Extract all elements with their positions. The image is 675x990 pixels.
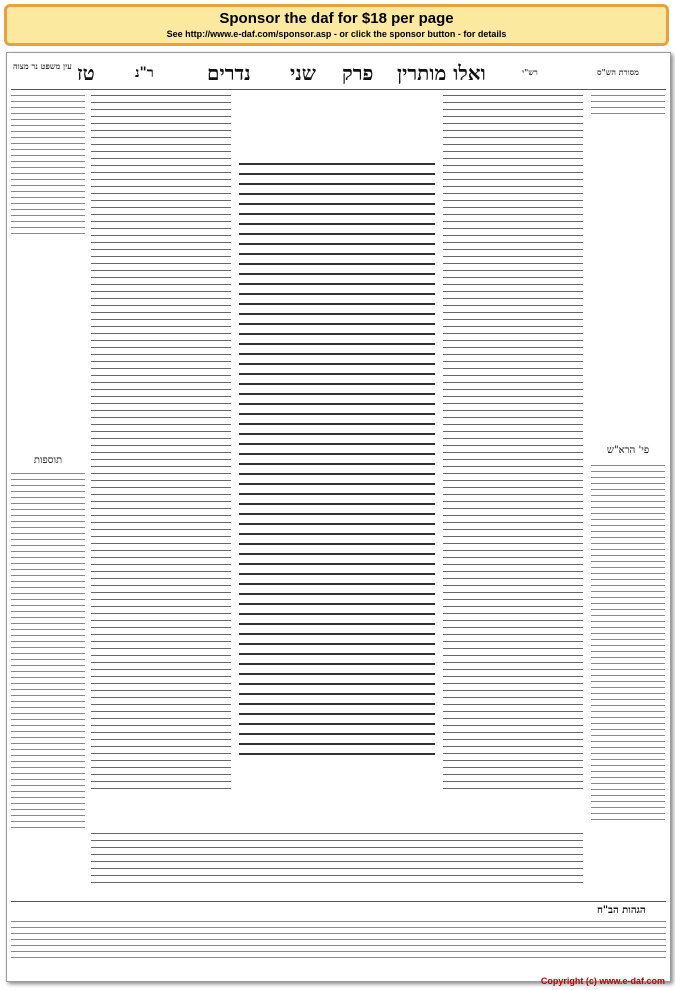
hagahot-habach-text [11,921,666,971]
lower-commentary [91,833,583,893]
ein-mishpat-header: עין משפט נר מצוה [13,61,72,71]
rashi-label: רש"י [522,67,538,77]
sponsor-subtitle: See http://www.e-daf.com/sponsor.asp - or click the sponsor button - for details [166,29,507,39]
perek-name: ואלו מותרין [397,61,486,85]
perek-word: פרק [342,61,374,85]
tosafot-commentary [91,95,231,825]
copyright-link[interactable]: Copyright (c) www.e-daf.com [540,976,665,986]
rashi-commentary [443,95,583,825]
page-number: טז [77,61,95,85]
tosafot-heading: תוספות [33,455,63,466]
piskei-harosh-column [591,465,665,835]
sponsor-banner[interactable] [4,4,669,46]
masechet-name: נדרים [207,61,251,85]
sponsor-title[interactable]: Sponsor the daf for $18 per page [219,10,454,27]
talmud-page [6,52,671,982]
hagahot-habach-heading: הגהות הב"ח [597,905,646,916]
piskei-harosh-heading: פי' הרא"ש [606,445,650,456]
gemara-text [239,163,435,763]
masoret-hashas-column [591,95,665,435]
ein-mishpat-column [11,95,85,455]
tosafot-column [11,473,85,833]
perek-number: שני [290,61,316,85]
daf-label: ר"נ [135,65,154,81]
gilyon-rule [11,901,666,902]
header-rule [11,89,666,90]
masoret-hashas-header: מסורת הש"ס [597,67,639,77]
